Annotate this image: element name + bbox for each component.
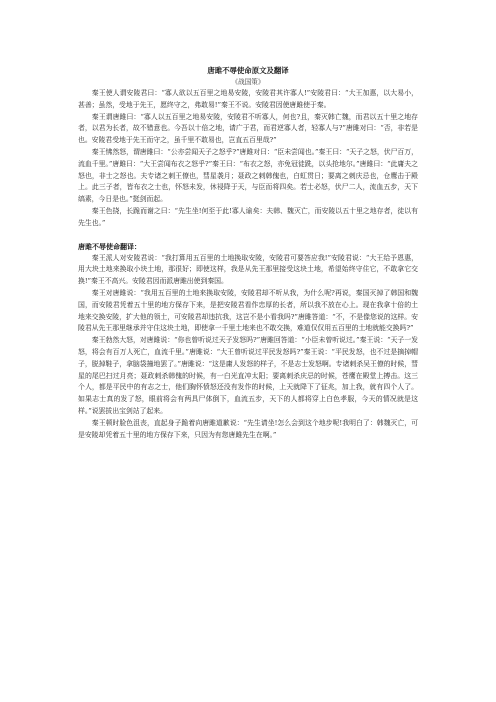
document-title: 唐雎不辱使命原文及翻译 — [207, 66, 289, 75]
translation-paragraph-2: 秦王对唐雎说：“我用五百里的土地来换取安陵，安陵君却不听从我，为什么呢?再说，秦国灭掉了韩国和魏国，而安陵君凭着五十里的地方保存下来，是把安陵君看作忠厚的长者，所以我不放在心上。现在我拿十倍的土地来交换安陵，扩大他的领土，可安陵君却违抗我，这岂不是小看我吗?”唐雎答道：“不，不是像您说的这样。安陵君从先王那里继承并守住这块土地，即使拿一千里土地来也不敢交换，难道仅仅用五百里的土地就能交换吗?” — [78, 288, 418, 333]
original-paragraph-3: 秦王怫然怒，谓唐雎曰：“公亦尝闻天子之怒乎?”唐雎对曰：“臣未尝闻也。”秦王曰：“天子之怒，伏尸百万，流血千里。”唐雎曰：“大王尝闻布衣之怒乎?”秦王曰：“布衣之怒，亦免冠徒跣，以头抢地尔。”唐雎曰：“此庸夫之怒也，非士之怒也。夫专诸之刺王僚也，彗星袭月；聂政之刺韩傀也，白虹贯日；要离之刺庆忌也，仓鹰击于殿上。此三子者，皆布衣之士也，怀怒未发，休祲降于天，与臣而将四矣。若士必怒，伏尸二人，流血五步，天下缟素，今日是也。”挺剑而起。 — [78, 147, 418, 204]
original-paragraph-4: 秦王色挠，长跪而谢之曰：“先生坐!何至于此!寡人谕矣：夫韩、魏灭亡，而安陵以五十里之地存者，徒以有先生也。” — [78, 206, 418, 227]
document-subtitle: 《战国策》 — [231, 78, 265, 86]
translation-paragraph-1: 秦王派人对安陵君说：“我打算用五百里的土地换取安陵，安陵君可要答应我!”安陵君说：“大王给予恩惠，用大块土地来换取小块土地，那很好；即使这样，我是从先王那里接受这块土地，希望始终守住它，不敢拿它交换!”秦王不高兴。安陵君因而派唐雎出使到秦国。 — [78, 253, 418, 286]
translation-heading: 唐雎不辱使命翻译： — [78, 242, 141, 251]
translation-paragraph-3: 秦王勃然大怒，对唐雎说：“你也曾听说过天子发怒吗?”唐雎回答道：“小臣未曾听说过。”秦王说：“天子一发怒，将会有百万人死亡，血流千里。”唐雎说：“大王曾听说过平民发怒吗?”秦王说：“平民发怒，也不过是摘掉帽子，脱掉鞋子，拿脑袋撞地罢了。”唐雎说：“这是庸人发怒的样子，不是志士发怒啊。专诸刺杀吴王僚的时候，彗星的尾巴扫过月亮；聂政刺杀韩傀的时候，有一白光直冲太阳；要离刺杀庆忌的时候，苍鹰在殿堂上搏击。这三个人，都是平民中的有志之士，他们胸怀愤怒还没有发作的时候，上天就降下了征兆，加上我，就有四个人了。如果志士真的发了怒，眼前将会有两具尸体倒下，血流五步，天下的人都将穿上白色孝服，今天的情况就是这样。”说罢拔出宝剑站了起来。 — [78, 336, 418, 415]
original-paragraph-1: 秦王使人谓安陵君曰：“寡人欲以五百里之地易安陵，安陵君其许寡人!”安陵君曰：“大王加惠，以大易小，甚善；虽然，受地于先王，愿终守之，弗敢易!”秦王不说。安陵君因使唐雎使于秦。 — [78, 89, 418, 109]
original-paragraph-2: 秦王谓唐雎曰：“寡人以五百里之地易安陵，安陵君不听寡人，何也?且，秦灭韩亡魏，而君以五十里之地存者，以君为长者，故不错意也。今吾以十倍之地，请广于君，而君逆寡人者，轻寡人与?”唐雎对曰：“否，非若是也。安陵君受地于先王而守之，虽千里不敢易也，岂直五百里哉?” — [78, 112, 418, 145]
translation-paragraph-4: 秦王顿时脸色沮丧，直起身子跪着向唐雎道歉说：“先生请坐!怎么会到这个地步呢!我明白了：韩魏灭亡，可是安陵却凭着五十里的地方保存下来，只因为有您唐雎先生在啊。” — [78, 418, 418, 439]
section-gap — [78, 230, 418, 242]
